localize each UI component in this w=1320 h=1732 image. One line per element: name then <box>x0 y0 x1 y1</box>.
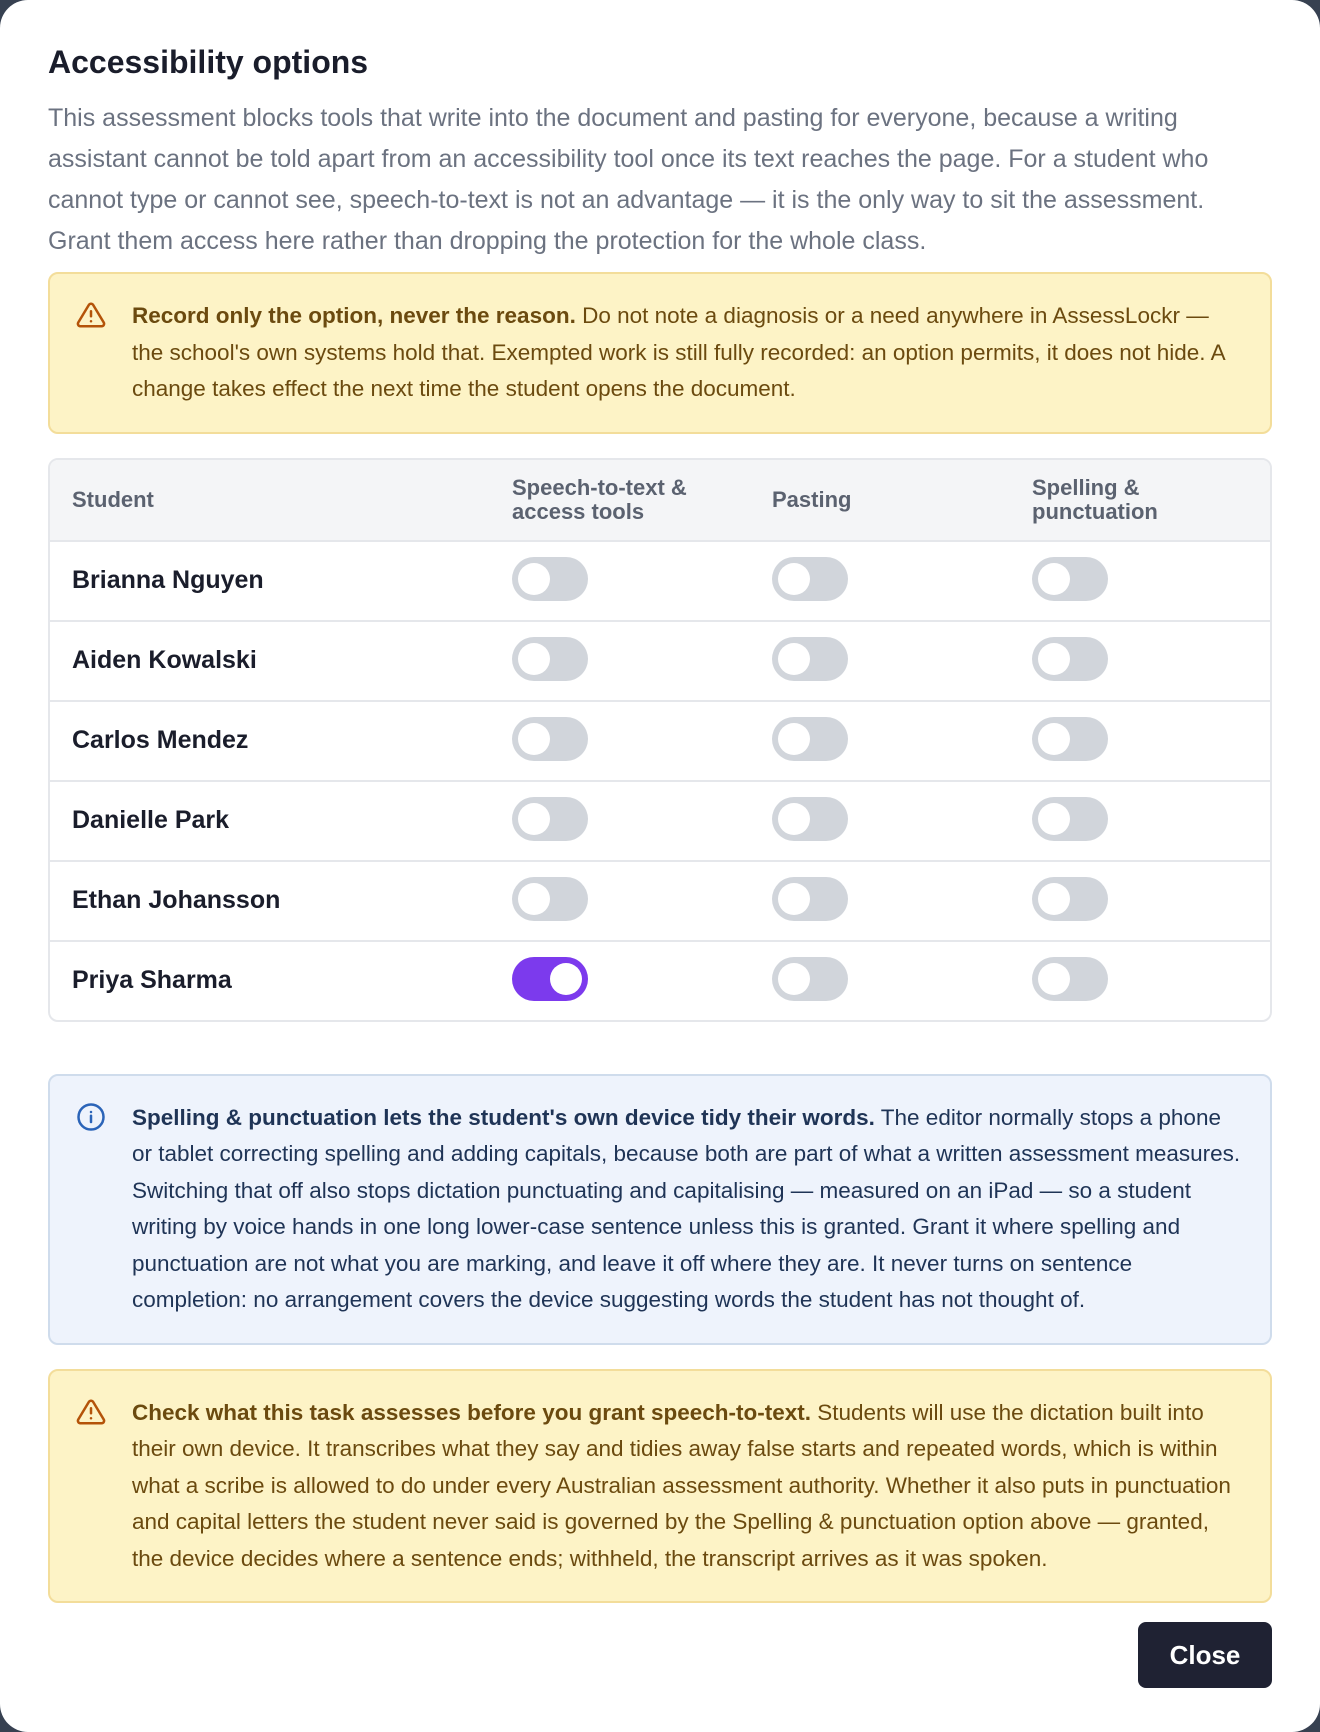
pasting-toggle[interactable] <box>772 717 848 761</box>
reason-warning-bold: Record only the option, never the reason. <box>132 303 576 328</box>
speech-toggle[interactable] <box>512 877 588 921</box>
dialog-footer <box>1138 1622 1272 1688</box>
warning-triangle-icon <box>76 1397 106 1427</box>
reason-warning-callout <box>48 272 1272 434</box>
toggle-knob <box>518 723 550 755</box>
toggle-knob <box>778 563 810 595</box>
toggle-knob <box>778 963 810 995</box>
speech-warning-text <box>132 1395 1244 1578</box>
dialog-title: Accessibility options <box>48 44 369 80</box>
warning-triangle-icon <box>76 300 106 330</box>
student-name: Aiden Kowalski <box>72 646 257 674</box>
spelling-info-callout <box>48 1074 1272 1345</box>
speech-warning-callout <box>48 1369 1272 1604</box>
toggle-knob <box>778 643 810 675</box>
speech-warning-body: Students will use the dictation built into their own device. It transcribes what they say and tidies away false starts and repeated words, which is within what a scribe is allowed to do under every Australian assessment authority. Whether it also puts in punctuation and capital letters the student never said is governed by the Spelling & punctuation option above — granted, the device decides where a sentence ends; withheld, the transcript arrives as it was spoken. <box>132 1399 1231 1571</box>
toggle-knob <box>778 883 810 915</box>
reason-warning-body: Do not note a diagnosis or a need anywhere in AssessLockr — the school's own systems hold that. Exempted work is still fully recorded: an option permits, it does not hide. A change takes effect the next time the student opens the document. <box>132 303 1225 401</box>
spelling-toggle[interactable] <box>1032 797 1108 841</box>
column-header-pasting: Pasting <box>750 460 1010 541</box>
pasting-toggle[interactable] <box>772 877 848 921</box>
table-row <box>50 541 1270 621</box>
student-name: Carlos Mendez <box>72 726 249 754</box>
toggle-knob <box>1038 563 1070 595</box>
spelling-toggle[interactable] <box>1032 717 1108 761</box>
spelling-info-text <box>132 1100 1244 1319</box>
table-row <box>50 621 1270 701</box>
toggle-knob <box>518 883 550 915</box>
column-header-student: Student <box>50 460 490 541</box>
student-name: Ethan Johansson <box>72 886 281 914</box>
spelling-toggle[interactable] <box>1032 557 1108 601</box>
toggle-knob <box>518 643 550 675</box>
speech-toggle[interactable] <box>512 957 588 1001</box>
student-name: Danielle Park <box>72 806 230 834</box>
spelling-info-body: The editor normally stops a phone or tablet correcting spelling and adding capitals, because both are part of what a written assessment measures. Switching that off also stops dictation punctuating and capitalising — measured on an iPad — so a student writing by voice hands in one long lower-case sentence unless this is granted. Grant it where spelling and punctuation are not what you are marking, and leave it off where they are. It never turns on sentence completion: no arrangement covers the device suggesting words the student has not thought of. <box>132 1104 1241 1312</box>
speech-toggle[interactable] <box>512 557 588 601</box>
pasting-toggle[interactable] <box>772 957 848 1001</box>
table-row <box>50 701 1270 781</box>
toggle-knob <box>1038 883 1070 915</box>
spelling-info-bold: Spelling & punctuation lets the student's own device tidy their words. <box>132 1104 875 1130</box>
toggle-knob <box>1038 643 1070 675</box>
pasting-toggle[interactable] <box>772 797 848 841</box>
speech-toggle[interactable] <box>512 717 588 761</box>
info-circle-icon <box>76 1102 106 1132</box>
table-row <box>50 781 1270 861</box>
column-header-speech: Speech-to-text & access tools <box>490 460 750 541</box>
student-name: Brianna Nguyen <box>72 566 264 594</box>
spelling-toggle[interactable] <box>1032 877 1108 921</box>
close-button[interactable]: Close <box>1138 1622 1272 1688</box>
spelling-toggle[interactable] <box>1032 637 1108 681</box>
student-options-table <box>48 458 1272 1022</box>
table-header-row <box>50 460 1270 541</box>
toggle-knob <box>550 963 582 995</box>
toggle-knob <box>778 803 810 835</box>
spelling-toggle[interactable] <box>1032 957 1108 1001</box>
pasting-toggle[interactable] <box>772 557 848 601</box>
table-row <box>50 941 1270 1020</box>
pasting-toggle[interactable] <box>772 637 848 681</box>
toggle-knob <box>778 723 810 755</box>
toggle-knob <box>518 803 550 835</box>
speech-toggle[interactable] <box>512 637 588 681</box>
speech-toggle[interactable] <box>512 797 588 841</box>
student-name: Priya Sharma <box>72 966 232 994</box>
reason-warning-text <box>132 298 1244 408</box>
table-row <box>50 861 1270 941</box>
toggle-knob <box>1038 963 1070 995</box>
toggle-knob <box>1038 803 1070 835</box>
toggle-knob <box>518 563 550 595</box>
speech-warning-bold: Check what this task assesses before you grant speech-to-text. <box>132 1399 811 1425</box>
dialog-intro: This assessment blocks tools that write into the document and pasting for everyone, because a writing assistant cannot be told apart from an accessibility tool once its text reaches the page. For a student who cannot type or cannot see, speech-to-text is not an advantage — it is the only way to sit the assessment. Grant them access here rather than dropping the protection for the whole class. <box>48 104 1209 255</box>
column-header-spelling: Spelling & punctuation <box>1010 460 1270 541</box>
toggle-knob <box>1038 723 1070 755</box>
